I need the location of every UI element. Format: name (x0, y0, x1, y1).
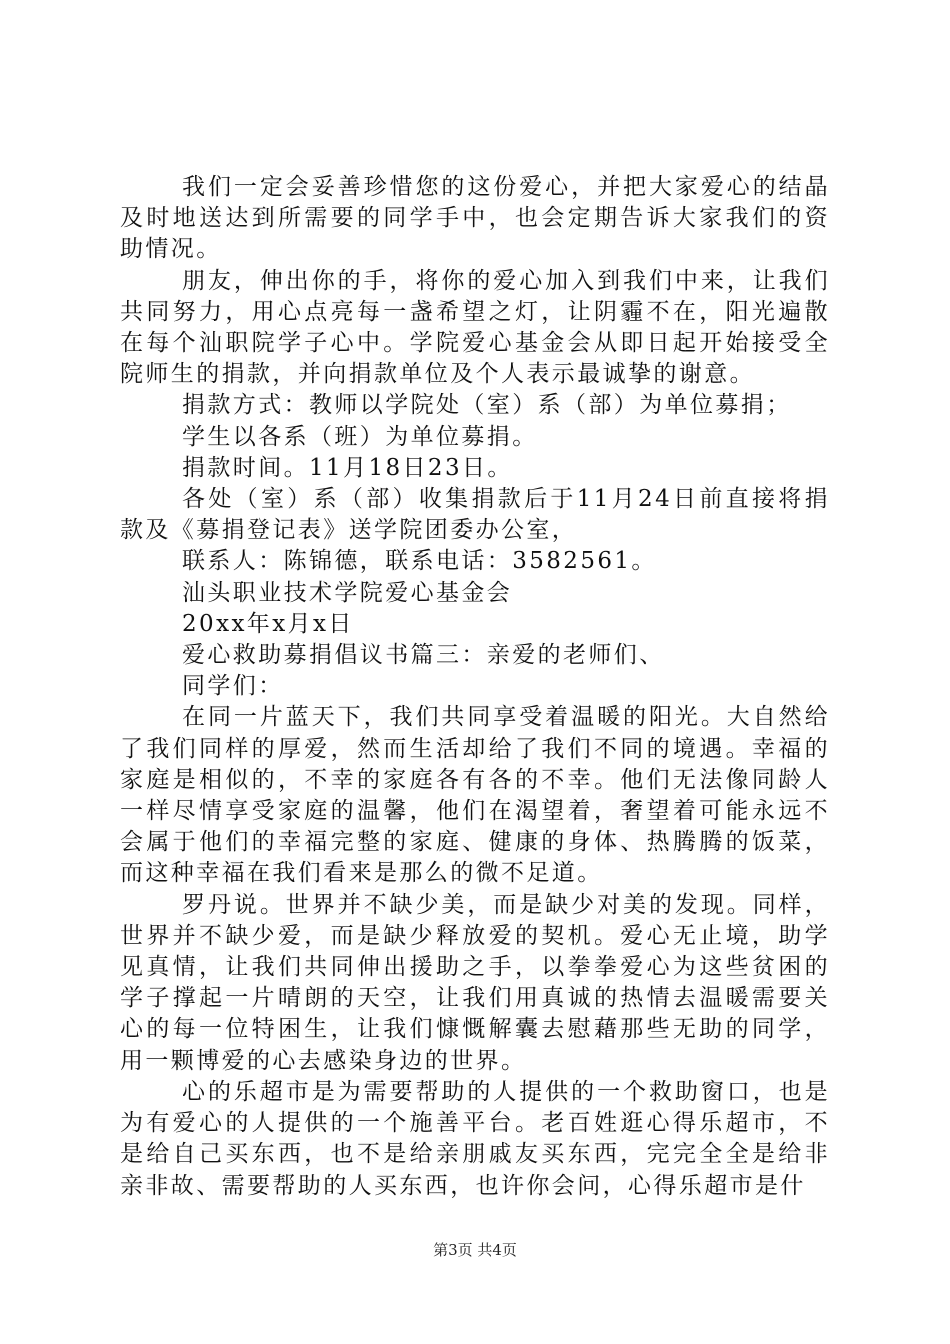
paragraph: 罗丹说。世界并不缺少美，而是缺少对美的发现。同样，世界并不缺少爱，而是缺少释放爱的契机。爱心无止境，助学见真情，让我们共同伸出援助之手，以拳拳爱心为这些贫困的学子撑起一片晴朗的天空，让我们用真诚的热情去温暖需要关心的每一位特困生，让我们慷慨解囊去慰藉那些无助的同学，用一颗博爱的心去感染身边的世界。 (120, 891, 830, 1074)
paragraph: 20xx年x月x日 (182, 610, 354, 637)
paragraph: 学生以各系（班）为单位募捐。 (182, 423, 538, 450)
paragraph: 朋友，伸出你的手，将你的爱心加入到我们中来，让我们共同努力，用心点亮每一盏希望之灯，让阴霾不在，阳光遍散在每个汕职院学子心中。学院爱心基金会从即日起开始接受全院师生的捐款，并向捐款单位及个人表示最诚挚的谢意。 (120, 267, 830, 388)
paragraph: 联系人：陈锦德，联系电话：3582561。 (182, 548, 657, 575)
paragraph: 捐款时间。11月18日23日。 (182, 454, 513, 481)
paragraph: 汕头职业技术学院爱心基金会 (182, 579, 513, 606)
paragraph: 各处（室）系（部）收集捐款后于11月24日前直接将捐款及《募捐登记表》送学院团委办公室， (120, 486, 830, 544)
paragraph: 爱心救助募捐倡议书篇三：亲爱的老师们、 (182, 642, 665, 669)
paragraph: 捐款方式：教师以学院处（室）系（部）为单位募捐； (182, 392, 792, 419)
page-number-footer: 第3页 共4页 (433, 1241, 517, 1259)
paragraph: 同学们： (182, 673, 284, 700)
paragraph: 在同一片蓝天下，我们共同享受着温暖的阳光。大自然给了我们同样的厚爱，然而生活却给了我们不同的境遇。幸福的家庭是相似的，不幸的家庭各有各的不幸。他们无法像同龄人一样尽情享受家庭的温馨，他们在渴望着，奢望着可能永远不会属于他们的幸福完整的家庭、健康的身体、热腾腾的饭菜，而这种幸福在我们看来是那么的微不足道。 (120, 704, 830, 887)
paragraph: 我们一定会妥善珍惜您的这份爱心，并把大家爱心的结晶及时地送达到所需要的同学手中，也会定期告诉大家我们的资助情况。 (120, 174, 830, 263)
document-body (120, 172, 830, 1202)
paragraph: 心的乐超市是为需要帮助的人提供的一个救助窗口，也是为有爱心的人提供的一个施善平台。老百姓逛心得乐超市，不是给自己买东西，也不是给亲朋戚友买东西，完完全全是给非亲非故、需要帮助的人买东西，也许你会问，心得乐超市是什 (120, 1078, 830, 1199)
